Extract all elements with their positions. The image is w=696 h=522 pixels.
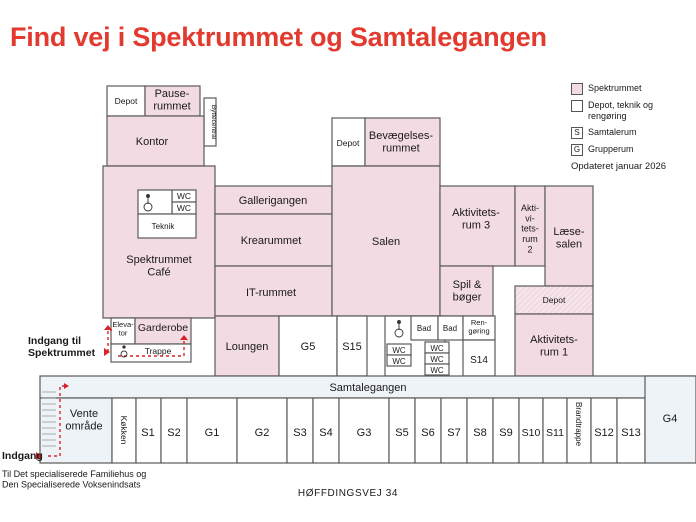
- label-entrance-main: Indgang: [2, 450, 43, 462]
- label-depot-tl: Depot: [114, 96, 138, 106]
- label-s9: S9: [499, 427, 513, 439]
- label-laesesalen: Læse-salen: [553, 226, 585, 251]
- label-pauserum: Pause-rummet: [153, 88, 191, 113]
- label-s12: S12: [594, 427, 614, 439]
- label-wc-6: WC: [430, 355, 444, 364]
- label-spektrummet-cafe: Spektrummet Café: [126, 254, 192, 279]
- label-it-rummet: IT-rummet: [245, 287, 297, 299]
- label-trappe: Trappe: [144, 346, 172, 356]
- street-address: HØFFDINGSVEJ 34: [297, 488, 399, 499]
- label-wc-2: WC: [176, 203, 192, 213]
- page-title: Find vej i Spektrummet og Samtalegangen: [10, 22, 547, 52]
- legend-swatch-samtalerum: S: [571, 127, 583, 139]
- label-elevator: Eleva-tor: [112, 320, 134, 338]
- legend-item-spektrummet: [571, 83, 688, 95]
- label-g3: G3: [356, 427, 372, 439]
- label-krearummet: Krearummet: [240, 235, 302, 247]
- label-g1: G1: [204, 427, 220, 439]
- label-s6: S6: [421, 427, 435, 439]
- label-rengoering: Ren-gøring: [468, 318, 490, 336]
- label-s15: S15: [342, 341, 362, 353]
- label-koekken: Køkken: [119, 415, 129, 445]
- arrow-spektrummet-icon: [104, 348, 110, 356]
- label-s3: S3: [293, 427, 307, 439]
- label-brandtrappe: Brandtrappe: [574, 402, 583, 447]
- legend-label: Depot, teknik og rengøring: [588, 100, 654, 121]
- label-bad-1: Bad: [416, 324, 432, 333]
- footnote: Til Det specialiserede Familiehus og Den Specialiserede Voksenindsats: [2, 469, 147, 490]
- label-g4: G4: [662, 413, 678, 425]
- room-spektrummet-cafe: [103, 166, 215, 318]
- label-vente: Vente område: [65, 408, 103, 433]
- label-depot-right: Depot: [542, 295, 566, 305]
- label-wc-7: WC: [430, 366, 444, 375]
- updated-date: Opdateret januar 2026: [571, 161, 667, 172]
- label-aktivitetsrum-3: Aktivitets-rum 3: [452, 207, 500, 232]
- label-s5: S5: [395, 427, 409, 439]
- label-garderobe: Garderobe: [137, 322, 189, 334]
- room-toilet-accessible: [138, 190, 172, 214]
- label-loungen: Loungen: [225, 341, 269, 353]
- label-spil-boeger: Spil & bøger: [452, 279, 482, 304]
- label-bevaegelsesrummet: Bevægelses-rummet: [368, 130, 434, 155]
- label-bad-2: Bad: [442, 324, 458, 333]
- label-wc-3: WC: [392, 346, 406, 355]
- legend-item-depot: [571, 100, 688, 122]
- legend-label: Grupperum: [588, 144, 634, 154]
- legend: [571, 83, 688, 172]
- label-s14: S14: [470, 355, 488, 366]
- label-kontor: Kontor: [135, 136, 169, 148]
- legend-item-samtalerum: [571, 127, 688, 139]
- label-wc-1: WC: [176, 191, 192, 201]
- label-entrance-spektrummet: Indgang til Spektrummet: [28, 335, 96, 360]
- legend-item-grupperum: [571, 144, 688, 156]
- label-g5: G5: [300, 341, 316, 353]
- label-s1: S1: [141, 427, 155, 439]
- label-s11: S11: [546, 427, 564, 439]
- label-s4: S4: [319, 427, 333, 439]
- label-gallerigangen: Gallerigangen: [238, 195, 308, 207]
- legend-swatch-spektrummet: [571, 83, 583, 95]
- label-g2: G2: [254, 427, 270, 439]
- label-s7: S7: [447, 427, 461, 439]
- legend-label: Spektrummet: [588, 83, 642, 93]
- label-s13: S13: [621, 427, 641, 439]
- legend-swatch-grupperum: G: [571, 144, 583, 156]
- legend-swatch-depot: [571, 100, 583, 112]
- label-s2: S2: [167, 427, 181, 439]
- label-byttecentral: Byttecentral: [210, 104, 217, 140]
- legend-label: Samtalerum: [588, 127, 637, 137]
- label-samtalegangen: Samtalegangen: [329, 382, 407, 394]
- label-aktivitetsrum-1: Aktivitets-rum 1: [530, 334, 578, 359]
- label-wc-4: WC: [392, 357, 406, 366]
- label-wc-5: WC: [430, 344, 444, 353]
- label-aktivitetsrum-2: Akti-vi-tets-rum 2: [521, 203, 539, 255]
- label-salen: Salen: [371, 236, 401, 248]
- label-depot-mid: Depot: [336, 138, 360, 148]
- label-s10: S10: [521, 427, 541, 439]
- label-teknik: Teknik: [151, 222, 175, 231]
- label-s8: S8: [473, 427, 487, 439]
